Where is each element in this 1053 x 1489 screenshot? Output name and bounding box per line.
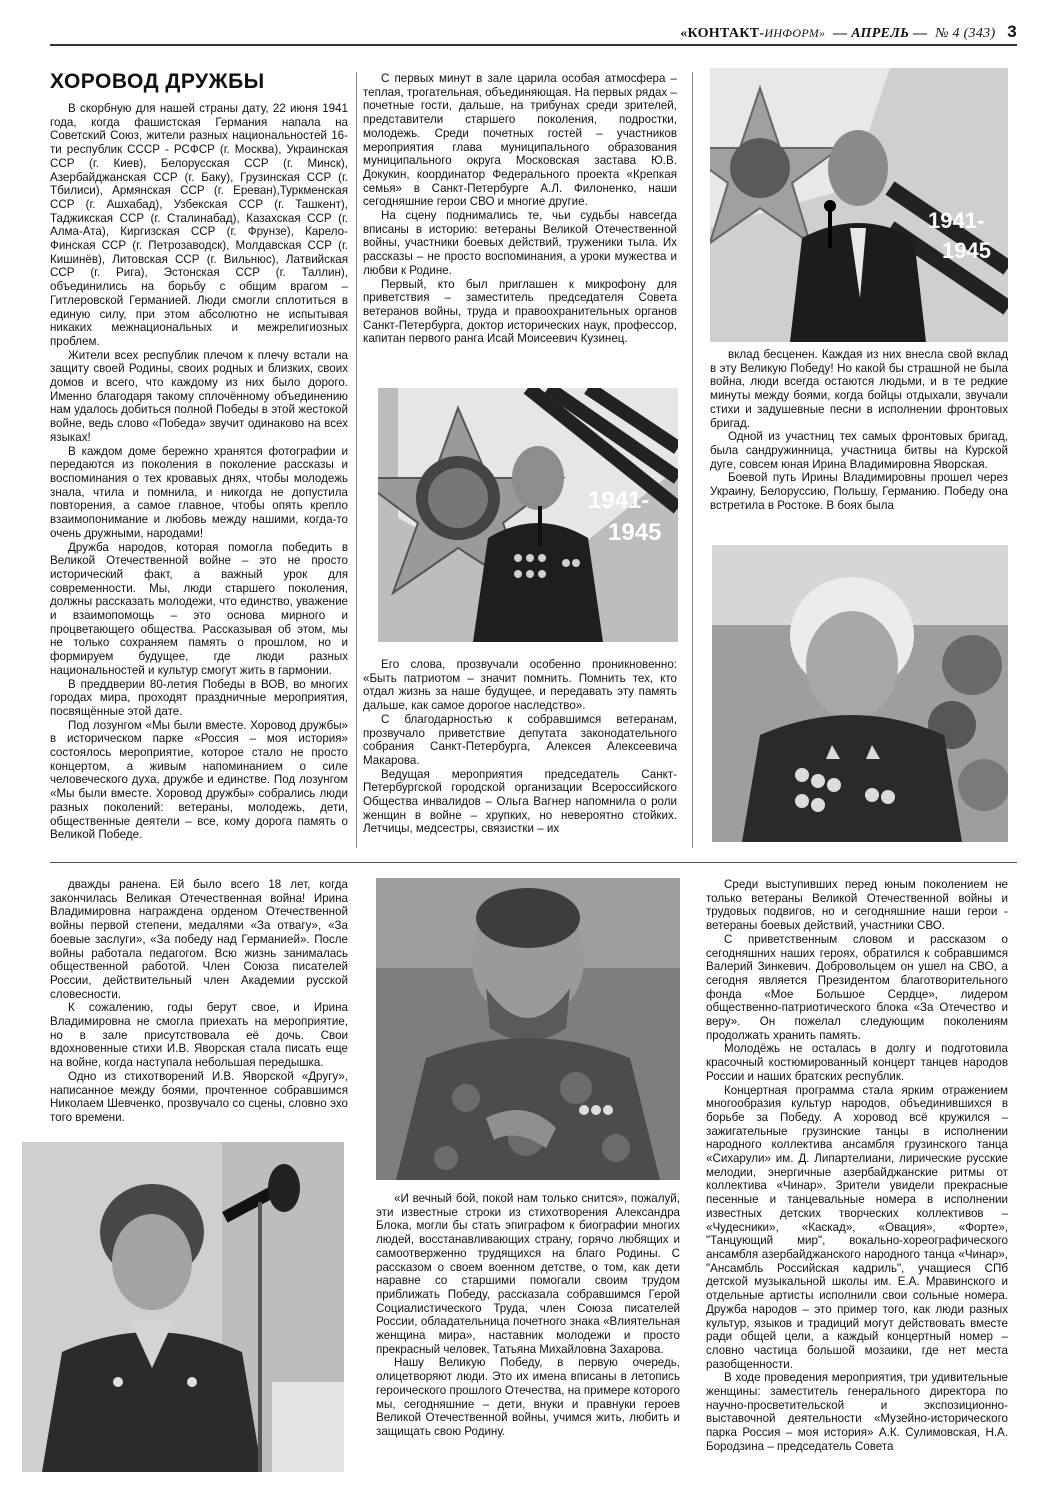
article-column-2-top	[363, 72, 677, 382]
article-paragraph: Одно из стихотворений И.В. Яворской «Другу», написанное между боями, прочтенное собравшимся Николаем Шевченко, прозвучало со сцены, словно эхо того времени.	[50, 1069, 348, 1124]
section-divider	[50, 862, 1017, 863]
issue-number: № 4 (343)	[935, 26, 996, 41]
woman-speaker-photo	[22, 1142, 344, 1472]
page-number: 3	[1007, 22, 1017, 41]
speaker-photo	[710, 68, 1008, 342]
article-paragraph: Боевой путь Ирины Владимировны прошел через Украину, Белоруссию, Польшу, Германию. Победу она встретила в Ростоке. В боях была	[710, 471, 1008, 512]
article-paragraph: С приветственным словом и рассказом о сегодняшних наших героях, обратился к собравшимся Валерий Зинкевич. Добровольцем он ушел на СВО, а сегодня является Президентом благотворительного фонда «Мое Большое Сердце», лидером общественно-патриотического блока «За Отечество и веру». Он пожелал следующим поколениям продолжать хранить память.	[706, 932, 1008, 1042]
article-column-5	[376, 1192, 680, 1472]
article-paragraph: дважды ранена. Ей было всего 18 лет, когда закончилась Великая Отечественная война! Ирина Владимировна награждена орденом Отечественной войны первой степени, медалями «За отвагу», «За боевые заслуги», «За победу над Германией». После войны работала педагогом. Всю жизнь занималась общественной работой. Член Союза писателей России, действительный член Академии русской словесности.	[50, 878, 348, 1001]
article-paragraph: Жители всех республик плечом к плечу встали на защиту своей Родины, своих родных и близких, своих домов и всего, что каждому из них было дорого. Именно благодаря такому сплочённому объединению нам удалось добиться полной Победы в этой жестокой войне, ведь слово «Победа» звучит одинаково на всех языках!	[50, 348, 348, 444]
article-paragraph: Под лозунгом «Мы были вместе. Хоровод дружбы» в историческом парке «Россия – моя история» состоялось мероприятие, которое стало не просто концертом, а живым напоминанием о силе человеческого духа, дружбе и единстве. Под лозунгом «Мы были вместе. Хоровод дружбы» собрались люди разных поколений: ветераны, молодежь, дети, общественные деятели – все, кому дорога память о Великой Победе.	[50, 718, 348, 842]
article-paragraph: Нашу Великую Победу, в первую очередь, олицетворяют люди. Это их имена вписаны в летопись героического прошлого Отечества, на примере которого мы, сегодняшние – дети, внуки и правнуки героев Великой Отечественной войны, учимся жить, любить и защищать свою Родину.	[376, 1356, 680, 1438]
column-divider	[692, 72, 693, 848]
article-paragraph: С благодарностью к собравшимся ветеранам, прозвучало приветствие депутата законодательного собрания Санкт-Петербурга, Алексея Алексеевича Макарова.	[363, 712, 677, 767]
veteran-speaker-illustration	[378, 388, 678, 642]
paper-name: «КОНТАКТ-	[680, 26, 765, 41]
soldier-illustration	[376, 878, 680, 1180]
article-paragraph: Первый, кто был приглашен к микрофону для приветствия – заместитель председателя Совета ветеранов войны, труда и правоохранительных органов Санкт-Петербурга, доктор исторических наук, профессор, капитан первого ранга Исай Моисеевич Кузинец.	[363, 277, 677, 346]
article-paragraph: вклад бесценен. Каждая из них внесла свой вклад в эту Великую Победу! Но какой бы страшной не была война, люди всегда остаются людьми, и в те редкие минуты между боями, когда бойцы отдыхали, звучали стихи и задушевные песни в исполнении фронтовых бригад.	[710, 348, 1008, 430]
article-paragraph: Концертная программа стала ярким отражением многообразия культур народов, объединившихся в борьбе за Победу. А хоровод всё кружился – зажигательные грузинские танцы в исполнении народного коллектива ансамбля грузинского танца «Сихарули» им. Д. Липартелиани, лирические русские мелодии, энергичные азербайджанские ритмы от коллектива «Чинар». Зрители увидели прекрасные песенные и танцевальные номера в исполнении известных детских творческих коллективов – «Чудесники», «Каскад», «Овация», «Форте», "Танцующий мир", вокально-хореографического ансамбля азербайджанского народного танца «Чинар», "Ансамбль Российская кадриль", учащиеся СПб детской музыкальной школы им. Е.А. Мравинского и отдельные артисты исполнили свои сольные номера. Дружба народов – это пример того, как люди разных культур, языков и традиций могут действовать вместе ради общей цели, а каждый концертный номер – словно частица большой мозаики, где нет места разобщенности.	[706, 1083, 1008, 1371]
veteran-woman-photo	[712, 545, 1008, 842]
woman-speaker-illustration	[22, 1142, 344, 1472]
page-header	[680, 22, 1017, 42]
article-column-2-bottom	[363, 658, 677, 848]
column-divider	[356, 72, 357, 848]
banner-1941-text: 1941-	[588, 487, 650, 514]
article-paragraph: В каждом доме бережно хранятся фотографии и передаются из поколения в поколение рассказы и воспоминания о тех кровавых днях, чтобы молодежь знала, чтила и помнила, и никогда не допустила повторения, а самое главное, чтобы опять крепло взаимопонимание и любовь между нашими, когда-то очень дружными, народами!	[50, 444, 348, 540]
article-column-6	[706, 878, 1008, 1472]
article-paragraph: Одной из участниц тех самых фронтовых бригад, была сандружинница, участница битвы на Курской дуге, совсем юная Ирина Владимировна Яворская.	[710, 430, 1008, 471]
article-paragraph: В преддверии 80-летия Победы в ВОВ, во многих городах мира, проходят праздничные мероприятия, посвящённые этой дате.	[50, 677, 348, 718]
article-column-4	[50, 878, 348, 1140]
issue-month: — АПРЕЛЬ —	[833, 26, 928, 41]
header-rule	[50, 44, 1017, 46]
paper-name-script: ИНФОРМ»	[764, 26, 826, 40]
article-title: ХОРОВОД ДРУЖБЫ	[50, 70, 265, 93]
article-paragraph: К сожалению, годы берут свое, и Ирина Владимировна не смогла приехать на мероприятие, но в зале присутствовала её дочь. Свои вдохновенные стихи И.В. Яворская стала писать еще на войне, когда наступала небольшая передышка.	[50, 1001, 348, 1070]
veteran-speaker-photo	[378, 388, 678, 642]
article-paragraph: «И вечный бой, покой нам только снится», пожалуй, эти известные строки из стихотворения Александра Блока, могли бы стать эпиграфом к биографии многих людей, восстанавливающих страну, горячо любящих и самоотверженно трудящихся на благо Родины. С рассказом о своем военном детстве, о том, как дети наравне со старшими помогали своим трудом приближать Победу, рассказала собравшимся Герой Социалистического Труда, член Союза писателей России, обладательница почетного знака «Влиятельная женщина мира», наставник молодежи и просто прекрасный человек, Татьяна Михайловна Захарова.	[376, 1192, 680, 1356]
soldier-photo	[376, 878, 680, 1180]
article-paragraph: Дружба народов, которая помогла победить в Великой Отечественной войне – это не просто исторический факт, а важный урок для современности. Мы, люди старшего поколения, должны рассказать молодежи, что единство, уважение и взаимопомощь – это основа мирного и процветающего общества. Рассказывая об этом, мы не только сохраняем память о прошлом, но и формируем будущее, где люди разных национальностей и культур смогут жить в гармонии.	[50, 540, 348, 677]
speaker-banner-1945: 1945	[942, 238, 991, 263]
article-paragraph: Его слова, прозвучали особенно проникновенно: «Быть патриотом – значит помнить. Помнить тех, кто отдал жизнь за наше будущее, и передавать эту память дальше, как самое дорогое наследство».	[363, 658, 677, 713]
speaker-banner-1941: 1941-	[928, 208, 985, 233]
speaker-illustration	[710, 68, 1008, 342]
article-column-1	[50, 102, 348, 850]
veteran-woman-illustration	[712, 545, 1008, 842]
article-paragraph: Ведущая мероприятия председатель Санкт-Петербургской городской организации Всероссийского Общества инвалидов – Ольга Вагнер напомнила о роли женщин в войне – хрупких, но невероятно стойких. Летчицы, медсестры, связистки – их	[363, 767, 677, 836]
banner-1945-text: 1945	[608, 519, 662, 546]
article-paragraph: В ходе проведения мероприятия, три удивительные женщины: заместитель генерального директора по научно-просветительской и экспозиционно-выставочной деятельности «Музейно-исторического парка Россия – моя история» А.К. Сулимовская, Н.А. Бородзина – председатель Совета	[706, 1371, 1008, 1453]
article-paragraph: На сцену поднимались те, чьи судьбы навсегда вписаны в историю: ветераны Великой Отечественной войны, участники боевых действий, труженики тыла. Их рассказы – не просто воспоминания, а уроки мужества и любви к Родине.	[363, 209, 677, 277]
article-paragraph: Среди выступивших перед юным поколением не только ветераны Великой Отечественной войны и трудовых подвигов, но и сегодняшние наши герои - ветераны боевых действий, участники СВО.	[706, 878, 1008, 933]
article-paragraph: В скорбную для нашей страны дату, 22 июня 1941 года, когда фашистская Германия напала на Советский Союз, жители разных национальностей 16-ти республик СССР - РСФСР (г. Москва), Украинская ССР (г. Киев), Белорусская ССР (г. Минск), Азербайджанская ССР (г. Баку), Грузинская ССР (г. Тбилиси), Армянская ССР (г. Ереван),Туркменская ССР (г. Ашхабад), Узбекская ССР (г. Ташкент), Таджикская ССР (г. Сталинабад), Казахская ССР (г. Алма-Ата), Киргизская ССР (г. Фрунзе), Карело-Финская ССР (г. Петрозаводск), Молдавская ССР (г. Кишинёв), Литовская ССР (г. Вильнюс), Латвийская ССР (г. Рига), Эстонская ССР (г. Таллин), объединились на борьбу с общим врагом – Гитлеровской Германией. Люди смогли сплотиться в единую силу, при этом абсолютно не испытывая никаких межнациональных и межрелигиозных проблем.	[50, 102, 348, 348]
article-paragraph: Молодёжь не осталась в долгу и подготовила красочный костюмированный концерт танцев народов России и наших братских республик.	[706, 1042, 1008, 1083]
article-paragraph: С первых минут в зале царила особая атмосфера – теплая, трогательная, объединяющая. На первых рядах – почетные гости, дальше, на трибунах среди зрителей, представители старшего поколения, подростки, молодежь. Среди почетных гостей – участников мероприятия глава муниципального образования муниципального округа Московская застава Ю.В. Докукин, координатор Федерального проекта «Крепкая семья» в Санкт-Петербурге А.Л. Филоненко, наши сегодняшние герои СВО и многие другие.	[363, 72, 677, 209]
article-column-3	[710, 348, 1008, 528]
